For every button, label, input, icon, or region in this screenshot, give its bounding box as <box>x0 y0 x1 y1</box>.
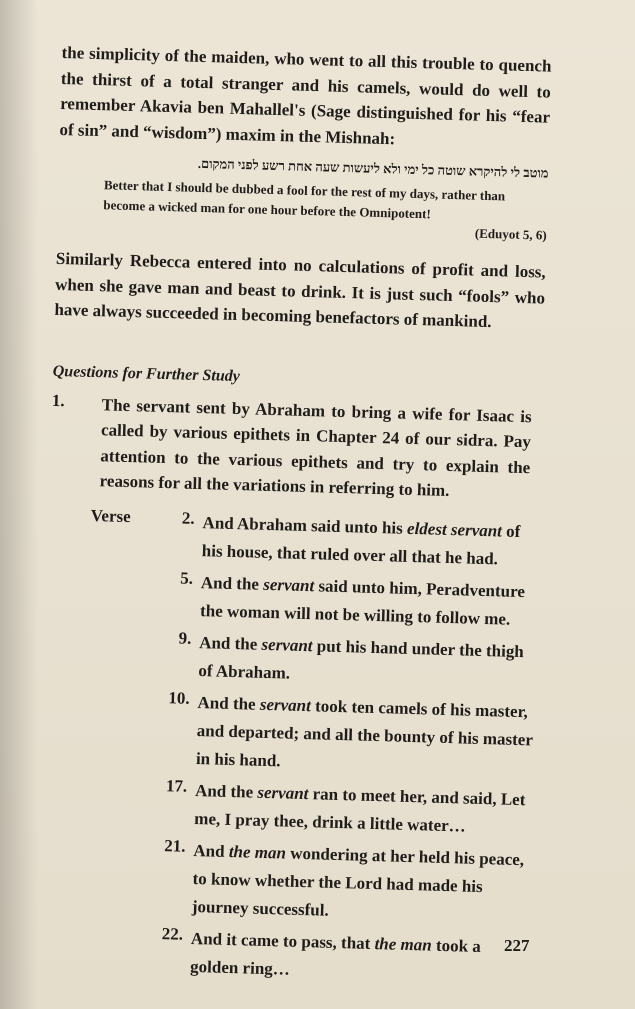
verse-number: 17. <box>165 775 188 796</box>
verse-text: And the servant ran to meet her, and said, Let me, I pray thee, drink a little water… <box>194 780 526 836</box>
verse-row <box>38 832 530 930</box>
verse-text: And Abraham said unto his eldest servant of his house, that ruled over all that he had. <box>201 512 521 568</box>
verse-row <box>46 564 537 634</box>
verse-text: And the servant put his hand under the thigh of Abraham. <box>198 632 525 683</box>
question-number: 1. <box>51 390 65 410</box>
verse-number: 9. <box>178 627 192 648</box>
verse-number: 21. <box>164 835 186 856</box>
verse-number: 22. <box>161 923 184 944</box>
english-quote: Better that I should be dubbed a fool for the rest of my days, rather than become a wicked man for one hour before the Omnipotent! <box>103 177 506 222</box>
verse-list <box>36 504 539 989</box>
verse-label: Verse <box>90 505 131 526</box>
verse-number: 10. <box>168 687 190 708</box>
verse-text: And the servant said unto him, Peradventure the woman will not be willing to follow me. <box>199 572 526 629</box>
verse-text: And the servant took ten camels of his master, and departed; and all the bounty of his master in his hand. <box>195 692 533 770</box>
verse-text: And it came to pass, that the man took a golden ring… <box>189 928 482 979</box>
hebrew-quote: מוטב לי להיקרא שוטה כל ימי ולא ליעשות שעה אחת רשע לפני המקום. <box>197 155 549 181</box>
verse-row <box>36 920 527 990</box>
opening-paragraph: the simplicity of the maiden, who went to all this trouble to quench the thirst of a total stranger and his camels, would do well to remember Akavia ben Mahallel's (Sage distinguished for his “fear of sin” and “wisdom”) maxim in the Mishnah: <box>59 42 552 148</box>
rebecca-paragraph: Similarly Rebecca entered into no calculations of profit and loss, when she gave man and beast to drink. It is just such “fools” who have always succeeded in becoming benefactors of mankind. <box>54 248 546 332</box>
citation: (Eduyot 5, 6) <box>474 225 547 243</box>
section-heading: Questions for Further Study <box>52 362 241 385</box>
verse-row <box>47 504 538 574</box>
spine-shadow <box>0 0 38 1009</box>
question-item <box>49 390 542 506</box>
verse-row <box>42 684 534 782</box>
question-text: The servant sent by Abraham to bring a wife for Isaac is called by various epithets in Chapter 24 of our sidra. Pay attention to the various epithets and try to explain the reasons for all the variations in referring to him. <box>99 394 532 500</box>
page-content <box>36 40 552 994</box>
verse-number: 2. <box>181 508 195 528</box>
verse-text: And the man wondering at her held his peace, to know whether the Lord had made his journey successful. <box>191 840 525 920</box>
verse-row <box>40 772 531 842</box>
verse-row <box>44 624 535 694</box>
page-number: 227 <box>504 936 530 955</box>
verse-number: 5. <box>180 568 194 588</box>
